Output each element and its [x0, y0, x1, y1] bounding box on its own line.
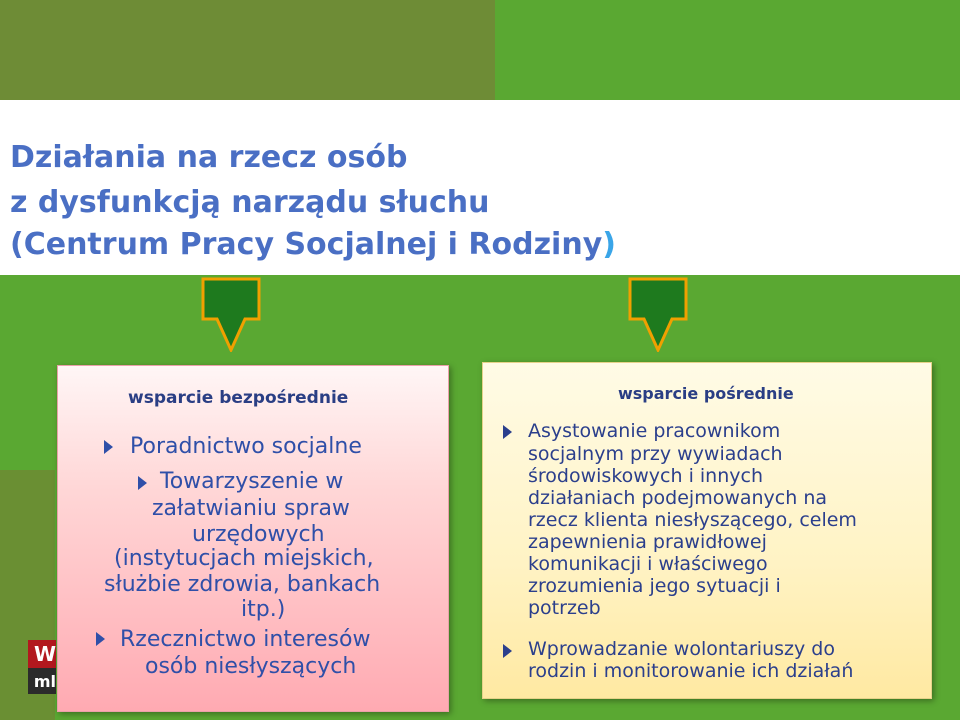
down-arrow-icon: [201, 277, 261, 352]
title-line-3: [10, 227, 616, 262]
bullet-icon: [96, 632, 105, 646]
logo: [28, 640, 56, 694]
direct-support-heading: wsparcie bezpośrednie: [128, 388, 349, 408]
right-item-1-line: działaniach podejmowanych na: [528, 487, 828, 509]
down-arrow-icon: [628, 277, 688, 352]
bullet-icon: [503, 644, 512, 658]
bullet-icon: [138, 476, 147, 490]
right-item-1-line: rzecz klienta niesłyszącego, celem: [528, 509, 857, 531]
logo-bottom: ml: [33, 672, 56, 691]
title-line-2: z dysfunkcją narządu słuchu: [10, 185, 490, 220]
right-item-1-line: środowiskowych i innych: [528, 465, 763, 487]
bullet-icon: [104, 440, 113, 454]
logo-top: W: [28, 640, 56, 668]
title-line-1: Działania na rzecz osób: [10, 140, 408, 175]
right-item-1-line: socjalnym przy wywiadach: [528, 443, 783, 465]
left-item-3-line: Rzecznictwo interesów: [120, 627, 371, 652]
right-item-1-line: potrzeb: [528, 597, 601, 619]
right-item-1-line: komunikacji i właściwego: [528, 553, 768, 575]
title-line-3-text: (Centrum Pracy Socjalnej i Rodziny: [10, 227, 603, 262]
right-item-1-line: zapewnienia prawidłowej: [528, 531, 767, 553]
left-item-1: Poradnictwo socjalne: [130, 434, 362, 459]
left-item-2-line: urzędowych: [192, 522, 325, 547]
left-item-2-line: załatwianiu spraw: [152, 496, 350, 521]
right-item-1-line: Asystowanie pracownikom: [528, 420, 781, 442]
indirect-support-heading: wsparcie pośrednie: [618, 384, 794, 403]
left-item-3-line: osób niesłyszących: [145, 654, 357, 679]
right-item-2-line: Wprowadzanie wolontariuszy do: [528, 638, 835, 660]
left-item-2-line: służbie zdrowia, bankach: [104, 572, 381, 597]
left-item-2-line: itp.): [241, 597, 286, 622]
title-line-3-paren: ): [602, 227, 616, 262]
left-item-2-line: (instytucjach miejskich,: [114, 546, 374, 571]
bullet-icon: [503, 425, 512, 439]
right-item-1-line: zrozumienia jego sytuacji i: [528, 575, 781, 597]
left-item-2-line: Towarzyszenie w: [160, 469, 344, 494]
right-item-2-line: rodzin i monitorowanie ich działań: [528, 660, 854, 682]
